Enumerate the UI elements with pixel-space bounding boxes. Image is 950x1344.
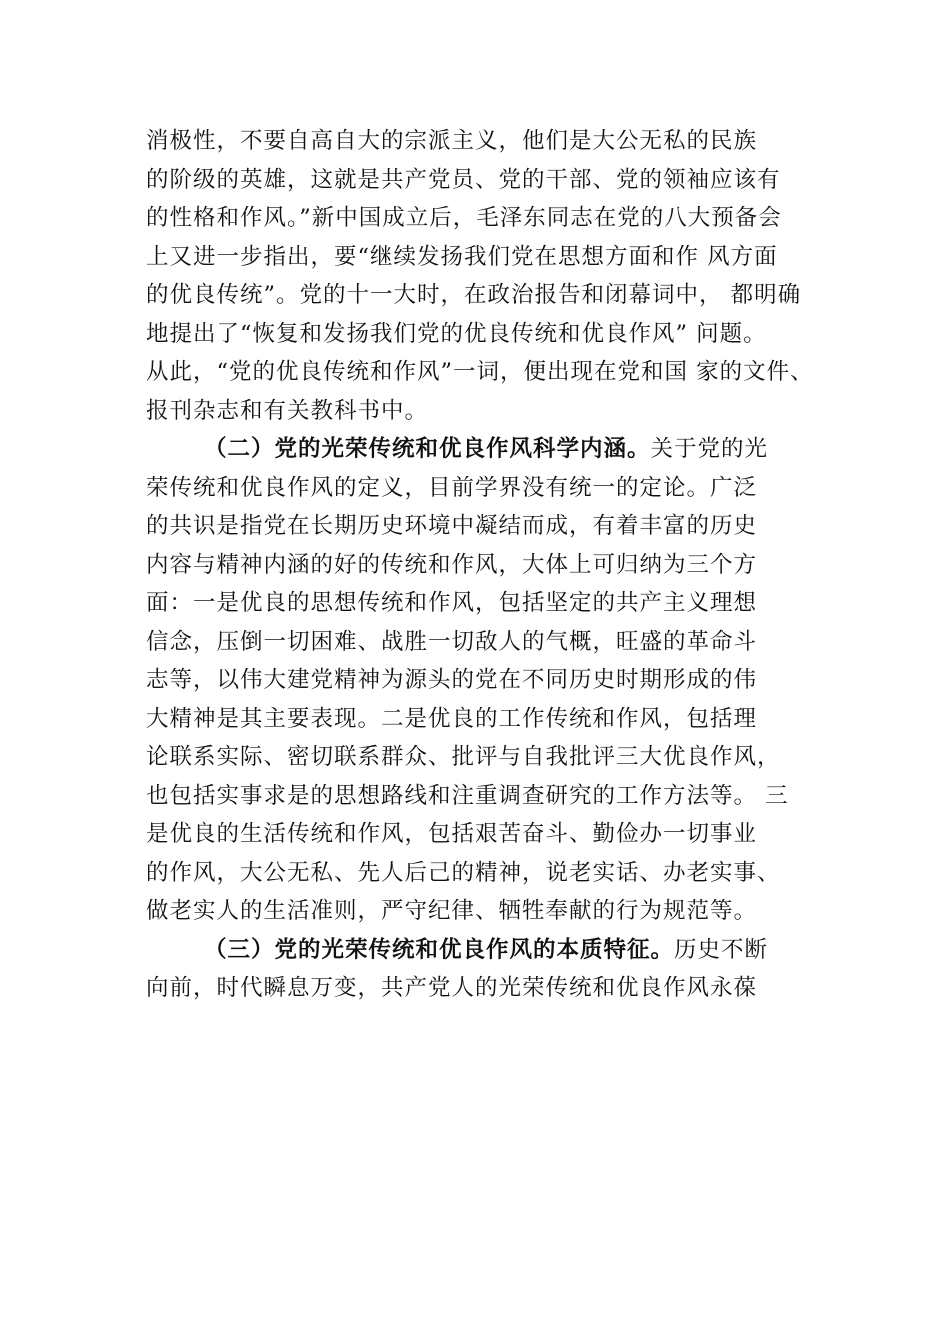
text-line: 的优良传统”。党的十一大时，在政治报告和闭幕词中， 都明确 xyxy=(146,282,802,308)
text-line: 报刊杂志和有关教科书中。 xyxy=(146,397,429,424)
text-line: 的性格和作风。”新中国成立后，毛泽东同志在党的八大预备会 xyxy=(146,205,782,231)
text-line: 面：一是优良的思想传统和作风，包括坚定的共产主义理想 xyxy=(146,590,758,616)
text-line: 的阶级的英雄，这就是共产党员、党的干部、党的领袖应该有 xyxy=(146,166,781,193)
text-line: 的作风，大公无私、先人后己的精神，说老实话、办老实事、 xyxy=(146,859,781,886)
text-line: 信念，压倒一切困难、战胜一切敌人的气概，旺盛的革命斗 xyxy=(146,628,758,655)
section-2-first-line xyxy=(146,430,846,469)
body-text xyxy=(146,122,846,1008)
text-line: 也包括实事求是的思想路线和注重调查研究的工作方法等。 三 xyxy=(146,782,789,809)
section-2-heading-tail: 关于党的光 xyxy=(650,436,769,462)
text-line: 做老实人的生活准则，严守纪律、牺牲奉献的行为规范等。 xyxy=(146,898,758,924)
text-line: 上又进一步指出，要“继续发扬我们党在思想方面和作 风方面 xyxy=(146,243,778,270)
text-line: 从此，“党的优良传统和作风”一词，便出现在党和国 家的文件、 xyxy=(146,359,814,385)
text-line: 消极性，不要自高自大的宗派主义，他们是大公无私的民族 xyxy=(146,128,758,154)
text-line: 的共识是指党在长期历史环境中凝结而成，有着丰富的历史 xyxy=(146,513,758,539)
text-line: 荣传统和优良作风的定义，目前学界没有统一的定论。广泛 xyxy=(146,474,758,501)
text-line: 向前，时代瞬息万变，共产党人的光荣传统和优良作风永葆 xyxy=(146,975,758,1001)
text-line: 大精神是其主要表现。二是优良的工作传统和作风，包括理 xyxy=(146,705,758,732)
section-3-first-line xyxy=(146,931,846,970)
section-3-heading-tail: 历史不断 xyxy=(674,936,769,963)
section-3-heading: （三）党的光荣传统和优良作风的本质特征。 xyxy=(204,936,675,963)
text-line: 论联系实际、密切联系群众、批评与自我批评三大优良作风， xyxy=(146,744,781,770)
text-line: 志等，以伟大建党精神为源头的党在不同历史时期形成的伟 xyxy=(146,667,758,693)
text-line: 内容与精神内涵的好的传统和作风，大体上可归纳为三个方 xyxy=(146,551,758,578)
text-line: 地提出了“恢复和发扬我们党的优良传统和优良作风” 问题。 xyxy=(146,320,767,347)
text-line: 是优良的生活传统和作风，包括艰苦奋斗、勤俭办一切事业 xyxy=(146,821,758,847)
section-2-heading: （二）党的光荣传统和优良作风科学内涵。 xyxy=(204,436,651,462)
